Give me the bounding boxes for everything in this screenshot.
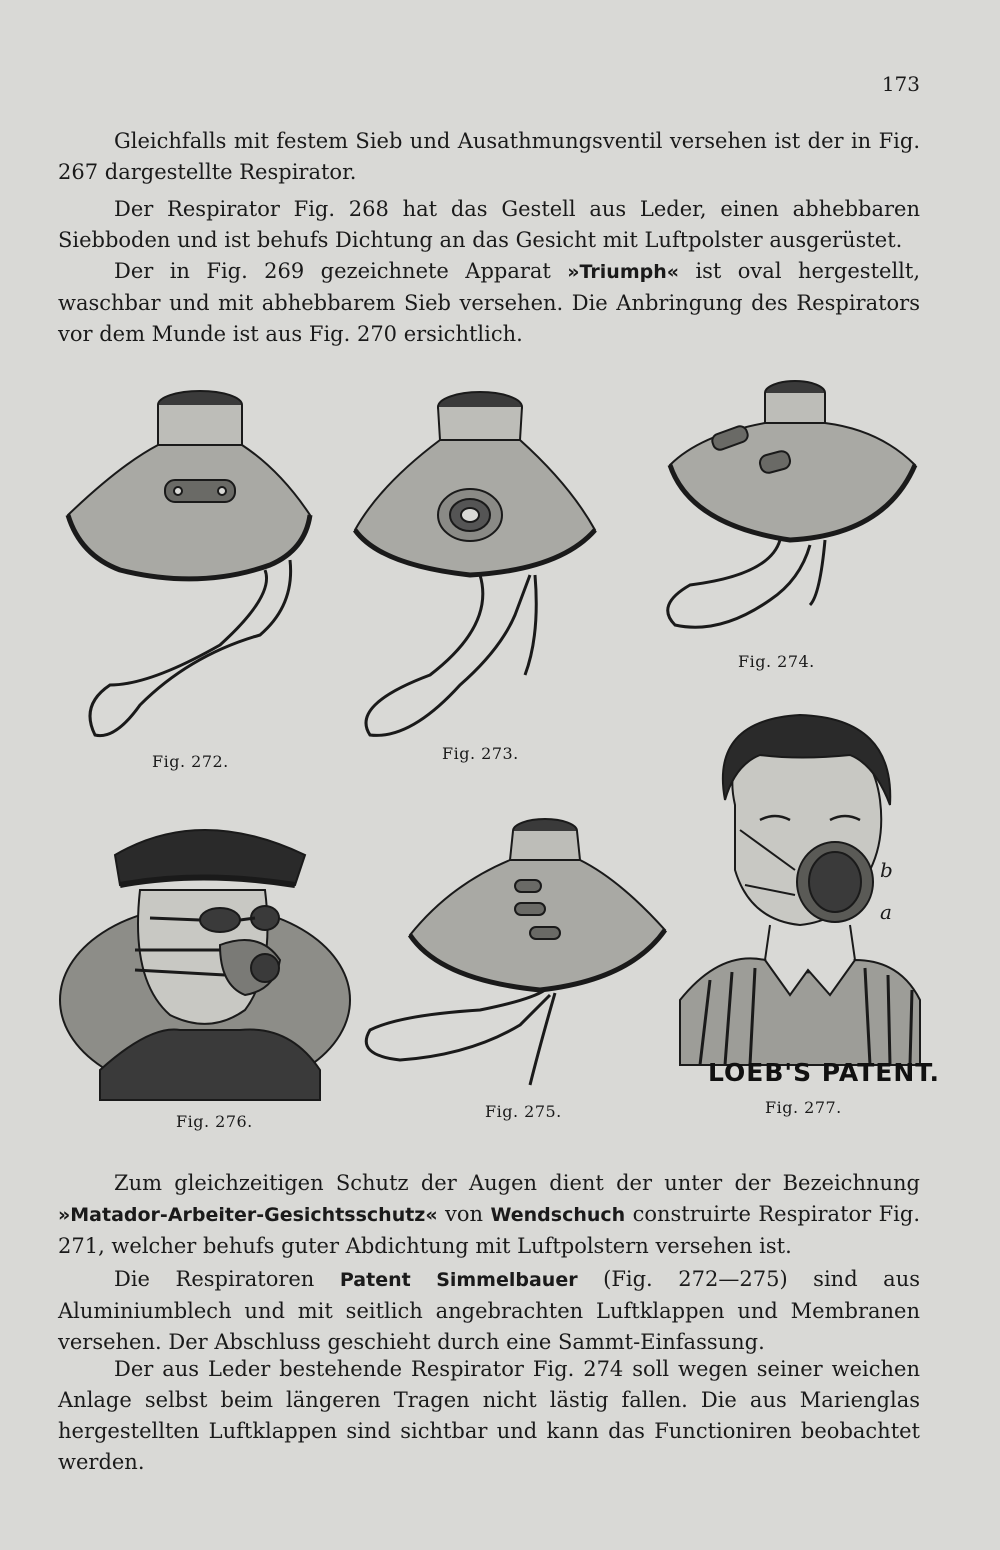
paragraph-text: Der Respirator Fig. 268 hat das Gestell aus Leder, einen abhebbaren Siebboden und ist behufs Dichtung an das Gesicht mit Luftpolster ausgerüstet. xyxy=(58,197,920,252)
paragraph-text: Gleichfalls mit festem Sieb und Ausathmungsventil versehen ist der in Fig. 267 dargestellte Respirator. xyxy=(58,129,920,184)
caption-fig-275: Fig. 275. xyxy=(485,1102,562,1121)
paragraph-text: Der in Fig. 269 gezeichnete Apparat xyxy=(114,259,568,283)
figure-274-illustration xyxy=(660,375,920,655)
caption-fig-273: Fig. 273. xyxy=(442,744,519,763)
figure-277-illustration xyxy=(680,710,920,1065)
paragraph-text: Die Respiratoren xyxy=(114,1267,340,1291)
paragraph-text: (Fig. 272—275) sind aus Aluminiumblech und mit seitlich angebrachten Luftklappen und Membranen versehen. Der Abschluss geschieht durch eine Sammt-Einfassung. xyxy=(58,1267,921,1354)
simmelbauer-name: Patent Simmelbauer xyxy=(339,1269,578,1291)
figure-276-illustration xyxy=(60,810,350,1100)
figure-275-illustration xyxy=(360,815,670,1095)
paragraph-triumph xyxy=(58,256,920,350)
wendschuch-name: Wendschuch xyxy=(490,1204,626,1226)
paragraph-matador xyxy=(58,1168,920,1262)
caption-fig-272: Fig. 272. xyxy=(152,752,229,771)
caption-fig-277: Fig. 277. xyxy=(765,1098,842,1117)
paragraph-simmelbauer xyxy=(58,1264,920,1358)
marker-a: a xyxy=(880,900,892,924)
figure-272-illustration xyxy=(60,385,320,745)
paragraph-text: Zum gleichzeitigen Schutz der Augen dient der unter der Bezeichnung xyxy=(114,1171,920,1195)
caption-fig-276: Fig. 276. xyxy=(176,1112,253,1131)
loeb-patent-label: LOEB'S PATENT. xyxy=(708,1058,941,1087)
figure-273-illustration xyxy=(340,385,600,745)
page-number: 173 xyxy=(881,72,920,96)
caption-fig-274: Fig. 274. xyxy=(738,652,815,671)
paragraph-fig-267 xyxy=(58,126,920,188)
paragraph-fig-274 xyxy=(58,1354,920,1478)
paragraph-text: ist oval hergestellt, waschbar und mit abhebbarem Sieb versehen. Die Anbringung des Respirators vor dem Munde ist aus Fig. 270 ersichtlich. xyxy=(58,259,920,346)
paragraph-fig-268 xyxy=(58,194,920,256)
matador-name: »Matador-Arbeiter-Gesichtsschutz« xyxy=(58,1204,438,1226)
paragraph-text: von xyxy=(437,1202,491,1226)
paragraph-text: construirte Respirator Fig. 271, welcher behufs guter Abdichtung mit Luftpolstern versehen ist. xyxy=(58,1202,920,1258)
paragraph-text: Der aus Leder bestehende Respirator Fig. 274 soll wegen seiner weichen Anlage selbst beim längeren Tragen nicht lästig fallen. Die aus Marienglas hergestellten Luftklappen sind sichtbar und kann das Functioniren beobachtet werden. xyxy=(58,1357,920,1474)
triumph-name: »Triumph« xyxy=(567,261,680,283)
marker-b: b xyxy=(880,858,893,882)
